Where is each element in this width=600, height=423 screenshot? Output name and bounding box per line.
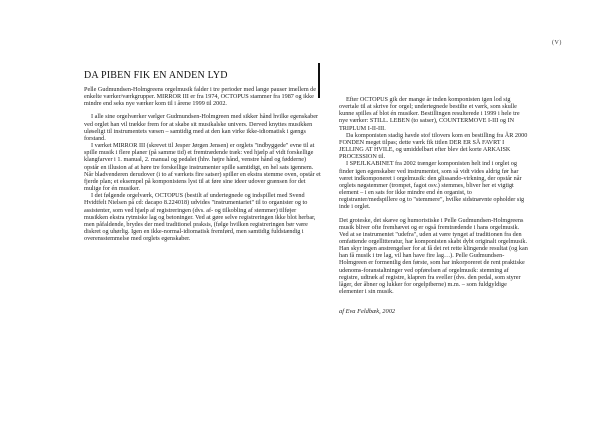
right-paragraph-4: Det groteske, det skæve og humoristiske i Pelle Gudmundsen-Holmgreens musik bliver ofte fremhævet og er også fremtrædende i hans orgelmusik. Ved at se instrumentet "udefra", uden at være tynget af traditionen fra den omfattende orgellitteratur, har komponisten skabt dybt originalt orgelmusik. Han skyr ingen anstrengelser for at få det ret rette klingende resultat (og kan han få musik i tre lag, vil han have fire lag…). Pelle Gudmundsen-Holmgreen er formentlig den første, som har inkorporeret de rent praktiske udenoms-foranstaltninger ved opførelsen af orgelmusik: stemning af registre, udtræk af registre, klapren fra sveller (dvs. den pedal, som styrer låger, der åbner og lukker for orgelpiberne) m.m. – som fuldgyldige elementer i sin musik. — [339, 216, 528, 296]
left-paragraph-2: I alle sine orgelværker vælger Gudmundsen-Holmgreen med sikker hånd hvilke egenskaber ved orglet han vil trække frem for at skabe sit musikalske univers. Derved knyttes musikken uløseligt til instrumentets væsen – samtidig med at den kan virke ikke-idiomatisk i gængs forstand. — [84, 113, 319, 142]
page-title: DA PIBEN FIK EN ANDEN LYD — [84, 70, 228, 81]
right-paragraph-1: Efter OCTOPUS gik der mange år inden komponisten igen lod sig overtale til at skrive for orgel; undertegnede bestilte et værk, som skulle kunne spilles af blot én musiker. Bestillingen resulterede i 1999 i hele tre nye værker: STILL. LEBEN (to satser), COUNTERMOVE I-III og IN TRIPLUM I-II-III. — [339, 96, 520, 132]
left-column — [84, 86, 321, 242]
author-signature: af Eva Feldbæk, 2002 — [339, 308, 396, 315]
left-paragraph-4: I det følgende orgelværk, OCTOPUS (bestilt af undertegnede og indspillet med Svend Hvidtfelt Nielsen på cd: dacapo 8.224018) udvides "instrumentariet" til to organister og to assistenter, som ved hjælp af registreringen (dvs. af- og tilkobling af stemmer) tilføjer musikken ekstra rytmiske lag og betoninger. Ved at gøre selve registreringen ikke blot herbar, men påfaldende, brydes der med traditionel praksis, (følge hvilken registreringen bør være diskret og uhørlig. Igen en ikke-normal-idiomatisk fremførd, men samtidig fuldstændig i overensstemmelse med orglets egenskaber. — [84, 192, 316, 243]
right-column — [339, 96, 529, 301]
left-paragraph-1: Pelle Gudmundsen-Holmgreens orgelmusik falder i tre perioder med lange pauser imellem de enkelte værker/værkgrupper. MIRROR III er fra 1974, OCTOPUS stammer fra 1987 og ikke mindre end seks nye værker kom til i årene 1999 til 2002. — [84, 86, 317, 108]
right-paragraph-2: Da komponisten stadig havde stof tilovers kom en bestilling fra ÅR 2000 FONDEN meget tilpas; dette værk fik titlen DER ER SÅ FAVRT I JELLING AT HVILE, og umiddelbart efter blev det korte ARKAISK PROCESSION til. — [339, 131, 528, 161]
right-paragraph-3: I SPEJLKABINET fra 2002 trænger komponisten helt ind i orglet og finder igen egenskaber ved instrumentet, som så vidt vides aldrig før har været indkomponeret i orgelmusik: den glissando-virkning, der opstår når orglets nøgstemmer (trompet, fagot osv.) stemmes, bliver her et vigtigt element – i en sats for ikke mindre end én organist, to registranter/medspillere og to "stemmere", hvilke sidstnævnte opholder sig inde i orglet. — [339, 160, 525, 211]
left-paragraph-3: I værket MIRROR III (skrevet til Jesper Jørgen Jensen) er orglets "indbyggede" evne til at spille musik i flere planer (på samme tid) et fremtrædende træk: ved hjælp af vidt forskellige klangfarver i 1. manual, 2. manual og pedalet (hhv. højre hånd, venstre hånd og fødderne) opstår en illusion af at høre tre forskellige instrumenter spille samtidigt, en hel sats igennem. Når bladvenderen derudover (i to af værkets fire satser) spiller en ekstra stemme oven, opstår et fjerde plan; et eksempel på komponistens lyst til at føre sine ideer udover grænsen for det mulige for én musiker. — [84, 142, 321, 193]
page-number: (V) — [552, 40, 562, 46]
